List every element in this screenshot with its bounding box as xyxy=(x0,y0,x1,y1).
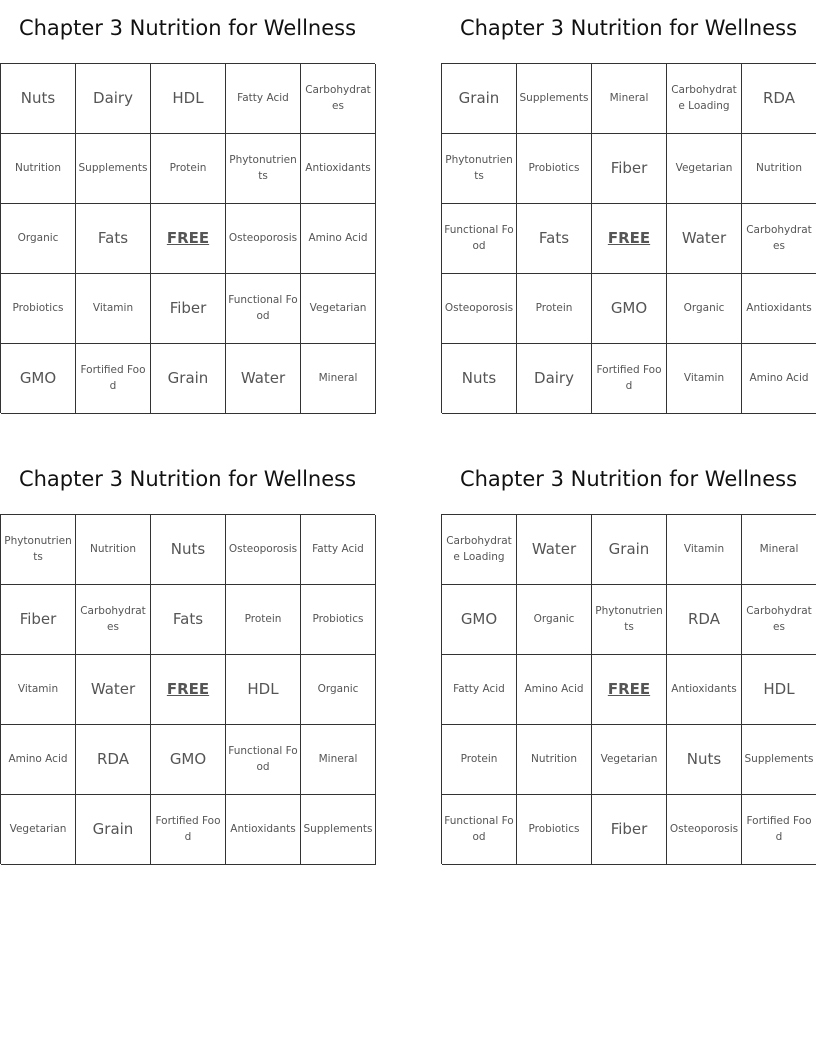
bingo-cell: Grain xyxy=(151,344,226,414)
bingo-cell: Fiber xyxy=(592,795,667,865)
bingo-cell: Nutrition xyxy=(517,725,592,795)
bingo-cell: Osteoporosis xyxy=(667,795,742,865)
bingo-cell: Supplements xyxy=(76,134,151,204)
free-space: FREE xyxy=(151,204,226,274)
bingo-cell: Functional Food xyxy=(226,725,301,795)
bingo-cell: Organic xyxy=(517,585,592,655)
bingo-cell: Mineral xyxy=(742,515,816,585)
bingo-cell: Vegetarian xyxy=(667,134,742,204)
bingo-cell: Vitamin xyxy=(667,515,742,585)
bingo-cell: Phytonutrients xyxy=(226,134,301,204)
bingo-cell: Carbohydrate Loading xyxy=(442,515,517,585)
bingo-cell: Fiber xyxy=(151,274,226,344)
bingo-cell: Antioxidants xyxy=(667,655,742,725)
bingo-cell: Organic xyxy=(1,204,76,274)
bingo-cell: Antioxidants xyxy=(301,134,376,204)
bingo-cell: Osteoporosis xyxy=(226,515,301,585)
bingo-cell: Probiotics xyxy=(517,134,592,204)
bingo-cell: Nuts xyxy=(151,515,226,585)
bingo-cell: Grain xyxy=(76,795,151,865)
bingo-cell: Carbohydrates xyxy=(301,64,376,134)
bingo-cell: Antioxidants xyxy=(742,274,816,344)
bingo-cell: Protein xyxy=(517,274,592,344)
bingo-cell: Grain xyxy=(592,515,667,585)
bingo-cell: Vegetarian xyxy=(1,795,76,865)
bingo-cell: Mineral xyxy=(592,64,667,134)
bingo-cell: Grain xyxy=(442,64,517,134)
bingo-cell: Organic xyxy=(301,655,376,725)
bingo-cell: Fortified Food xyxy=(742,795,816,865)
bingo-cell: Osteoporosis xyxy=(442,274,517,344)
bingo-cell: Nutrition xyxy=(76,515,151,585)
bingo-cell: Carbohydrates xyxy=(76,585,151,655)
bingo-cell: Functional Food xyxy=(442,204,517,274)
bingo-grid xyxy=(0,63,375,413)
bingo-cell: Antioxidants xyxy=(226,795,301,865)
card-title: Chapter 3 Nutrition for Wellness xyxy=(18,16,357,40)
bingo-cell: Protein xyxy=(442,725,517,795)
bingo-cell: Fats xyxy=(76,204,151,274)
bingo-cell: Functional Food xyxy=(442,795,517,865)
bingo-cell: Probiotics xyxy=(301,585,376,655)
bingo-cell: Protein xyxy=(226,585,301,655)
bingo-cell: Organic xyxy=(667,274,742,344)
bingo-cell: Carbohydrates xyxy=(742,585,816,655)
bingo-card-2 xyxy=(441,8,816,406)
bingo-cell: GMO xyxy=(151,725,226,795)
bingo-cell: Fiber xyxy=(1,585,76,655)
bingo-cell: Supplements xyxy=(301,795,376,865)
bingo-cell: HDL xyxy=(742,655,816,725)
bingo-cell: Amino Acid xyxy=(301,204,376,274)
card-title: Chapter 3 Nutrition for Wellness xyxy=(459,16,798,40)
bingo-cell: Fatty Acid xyxy=(442,655,517,725)
bingo-cell: Fats xyxy=(151,585,226,655)
bingo-card-3 xyxy=(0,459,375,857)
bingo-card-1 xyxy=(0,8,375,406)
bingo-cell: Vitamin xyxy=(667,344,742,414)
bingo-cell: Phytonutrients xyxy=(1,515,76,585)
bingo-cell: Fortified Food xyxy=(151,795,226,865)
bingo-cell: Amino Acid xyxy=(517,655,592,725)
bingo-grid xyxy=(441,514,816,864)
bingo-cell: Fatty Acid xyxy=(301,515,376,585)
free-space: FREE xyxy=(592,204,667,274)
bingo-cell: Nuts xyxy=(1,64,76,134)
bingo-cell: Fats xyxy=(517,204,592,274)
bingo-cell: Water xyxy=(667,204,742,274)
bingo-cell: Phytonutrients xyxy=(442,134,517,204)
bingo-cell: Dairy xyxy=(517,344,592,414)
bingo-cell: RDA xyxy=(667,585,742,655)
bingo-grid xyxy=(0,514,375,864)
card-title: Chapter 3 Nutrition for Wellness xyxy=(459,467,798,491)
bingo-card-4 xyxy=(441,459,816,857)
bingo-cell: Protein xyxy=(151,134,226,204)
bingo-cell: Fortified Food xyxy=(76,344,151,414)
bingo-cell: RDA xyxy=(742,64,816,134)
bingo-cell: Vitamin xyxy=(76,274,151,344)
bingo-cell: Phytonutrients xyxy=(592,585,667,655)
bingo-cell: Mineral xyxy=(301,725,376,795)
card-title: Chapter 3 Nutrition for Wellness xyxy=(18,467,357,491)
bingo-cell: HDL xyxy=(151,64,226,134)
bingo-grid xyxy=(441,63,816,413)
bingo-cell: Nuts xyxy=(442,344,517,414)
bingo-cell: Nuts xyxy=(667,725,742,795)
free-space: FREE xyxy=(592,655,667,725)
bingo-cell: GMO xyxy=(592,274,667,344)
bingo-cell: GMO xyxy=(442,585,517,655)
bingo-cell: Water xyxy=(76,655,151,725)
bingo-cell: Supplements xyxy=(742,725,816,795)
bingo-cell: Carbohydrate Loading xyxy=(667,64,742,134)
bingo-cell: Dairy xyxy=(76,64,151,134)
bingo-cell: Probiotics xyxy=(517,795,592,865)
bingo-cell: Vitamin xyxy=(1,655,76,725)
bingo-cell: Carbohydrates xyxy=(742,204,816,274)
bingo-cell: GMO xyxy=(1,344,76,414)
bingo-cell: Vegetarian xyxy=(592,725,667,795)
bingo-cell: Fortified Food xyxy=(592,344,667,414)
bingo-cell: Water xyxy=(226,344,301,414)
bingo-cell: Supplements xyxy=(517,64,592,134)
bingo-cell: Amino Acid xyxy=(742,344,816,414)
bingo-cell: Functional Food xyxy=(226,274,301,344)
bingo-cell: RDA xyxy=(76,725,151,795)
bingo-cell: Fatty Acid xyxy=(226,64,301,134)
bingo-cell: Nutrition xyxy=(1,134,76,204)
free-space: FREE xyxy=(151,655,226,725)
bingo-cell: Amino Acid xyxy=(1,725,76,795)
bingo-cell: Mineral xyxy=(301,344,376,414)
bingo-cell: Probiotics xyxy=(1,274,76,344)
bingo-cell: Osteoporosis xyxy=(226,204,301,274)
bingo-cell: Fiber xyxy=(592,134,667,204)
bingo-cell: Vegetarian xyxy=(301,274,376,344)
bingo-cell: Nutrition xyxy=(742,134,816,204)
bingo-cell: HDL xyxy=(226,655,301,725)
bingo-cell: Water xyxy=(517,515,592,585)
